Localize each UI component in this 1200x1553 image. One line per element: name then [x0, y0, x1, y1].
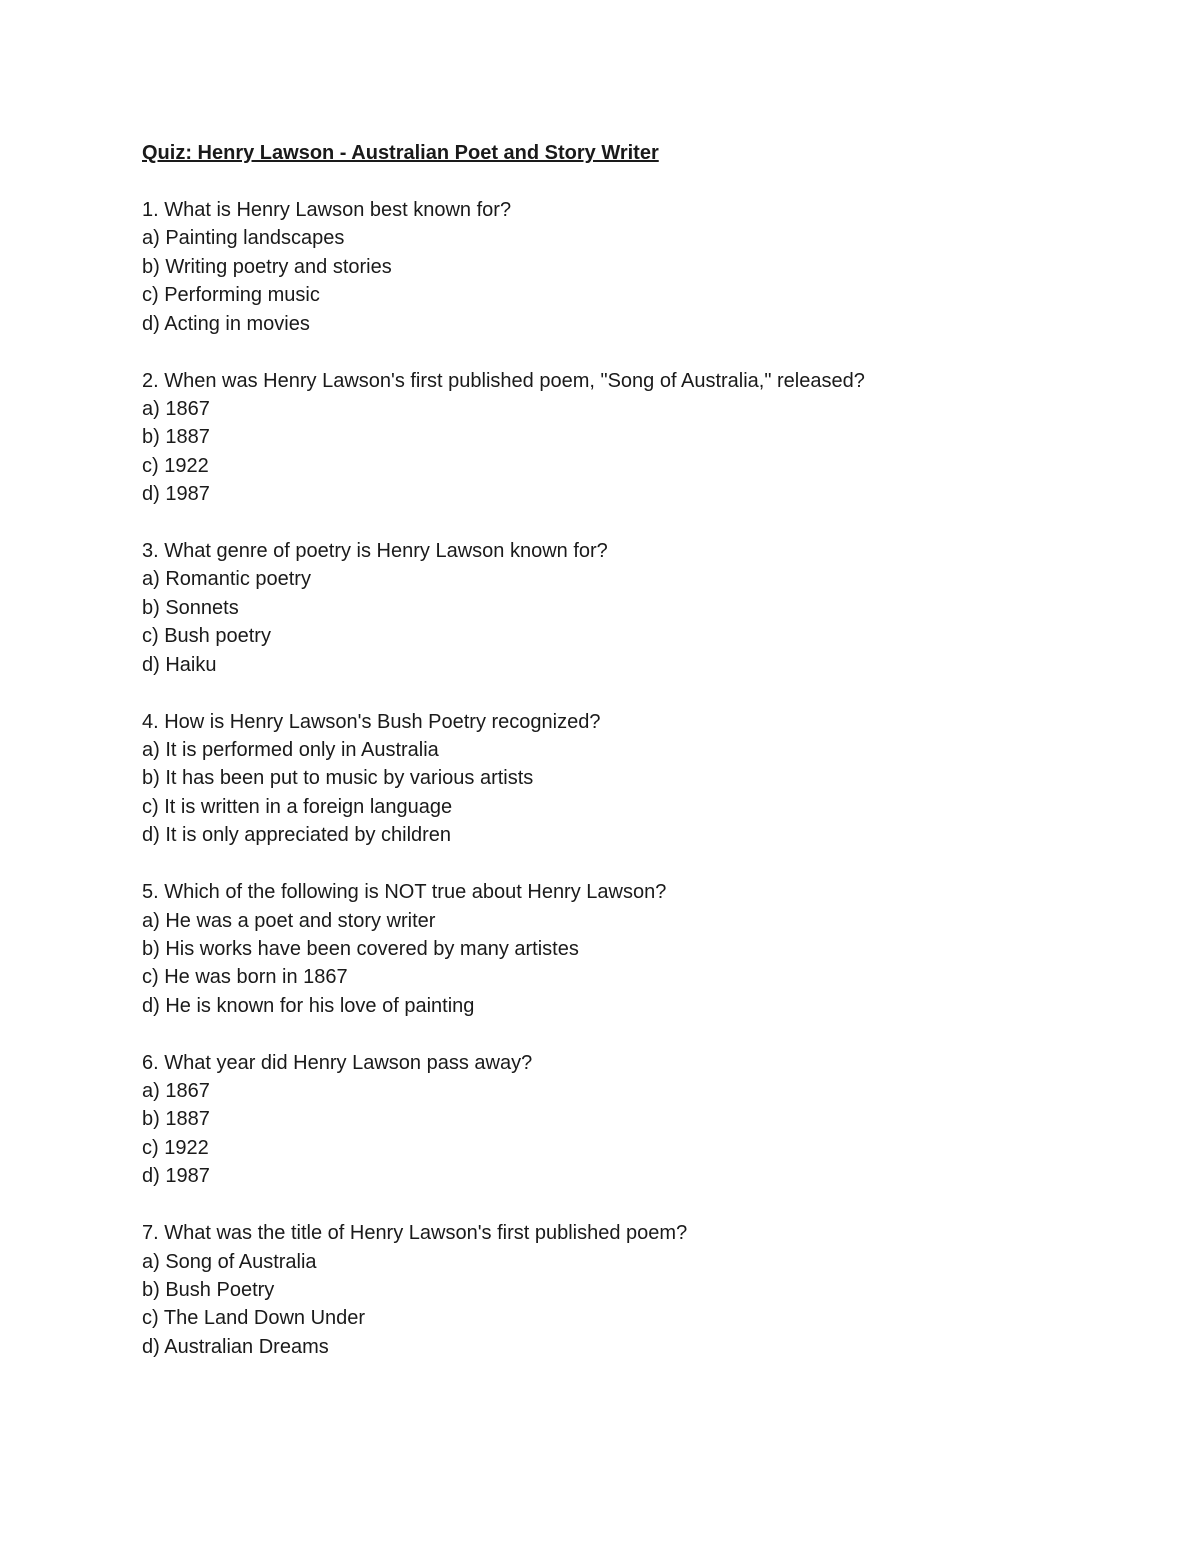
answer-option: b) Bush Poetry: [142, 1279, 275, 1301]
question-block: [142, 1049, 1102, 1191]
question-prompt: 2. When was Henry Lawson's first published poem, "Song of Australia," released?: [142, 369, 865, 392]
answer-option: a) Painting landscapes: [142, 227, 345, 250]
answer-option: b) His works have been covered by many artistes: [142, 937, 579, 960]
answer-option: c) The Land Down Under: [142, 1307, 366, 1330]
answer-option: b) Writing poetry and stories: [142, 255, 392, 278]
answer-option: b) 1887: [142, 1108, 210, 1131]
question-prompt: 1. What is Henry Lawson best known for?: [142, 199, 512, 221]
question-list: [142, 196, 1102, 1361]
question-block: [142, 367, 1102, 509]
question-block: [142, 708, 1102, 850]
answer-option: d) He is known for his love of painting: [142, 994, 475, 1017]
question-prompt: 6. What year did Henry Lawson pass away?: [142, 1051, 533, 1074]
document-page: [142, 139, 1102, 1390]
question-block: [142, 1219, 1102, 1361]
answer-option: c) Performing music: [142, 284, 320, 307]
question-block: [142, 537, 1102, 679]
question-block: [142, 878, 1102, 1020]
answer-option: b) It has been put to music by various artists: [142, 767, 534, 790]
answer-option: d) It is only appreciated by children: [142, 824, 452, 847]
answer-option: a) He was a poet and story writer: [142, 909, 436, 932]
answer-option: d) 1987: [142, 483, 210, 506]
question-prompt: 3. What genre of poetry is Henry Lawson known for?: [142, 540, 608, 563]
answer-option: c) Bush poetry: [142, 625, 271, 648]
answer-option: c) 1922: [142, 1136, 209, 1159]
answer-option: b) 1887: [142, 426, 210, 449]
answer-option: a) It is performed only in Australia: [142, 739, 439, 761]
answer-option: d) Haiku: [142, 653, 217, 676]
answer-option: a) 1867: [142, 397, 210, 420]
answer-option: c) It is written in a foreign language: [142, 795, 453, 818]
answer-option: d) Acting in movies: [142, 312, 310, 335]
question-prompt: 4. How is Henry Lawson's Bush Poetry recognized?: [142, 710, 601, 733]
answer-option: c) He was born in 1867: [142, 966, 348, 989]
question-prompt: 7. What was the title of Henry Lawson's first published poem?: [142, 1222, 688, 1245]
answer-option: a) Romantic poetry: [142, 568, 311, 591]
question-prompt: 5. Which of the following is NOT true about Henry Lawson?: [142, 881, 667, 904]
answer-option: d) 1987: [142, 1165, 210, 1188]
answer-option: b) Sonnets: [142, 596, 239, 619]
answer-option: a) Song of Australia: [142, 1250, 317, 1273]
answer-option: c) 1922: [142, 454, 209, 477]
document-title: Quiz: Henry Lawson - Australian Poet and Story Writer: [142, 142, 659, 164]
answer-option: d) Australian Dreams: [142, 1335, 329, 1358]
answer-option: a) 1867: [142, 1080, 210, 1103]
question-block: [142, 196, 1102, 338]
